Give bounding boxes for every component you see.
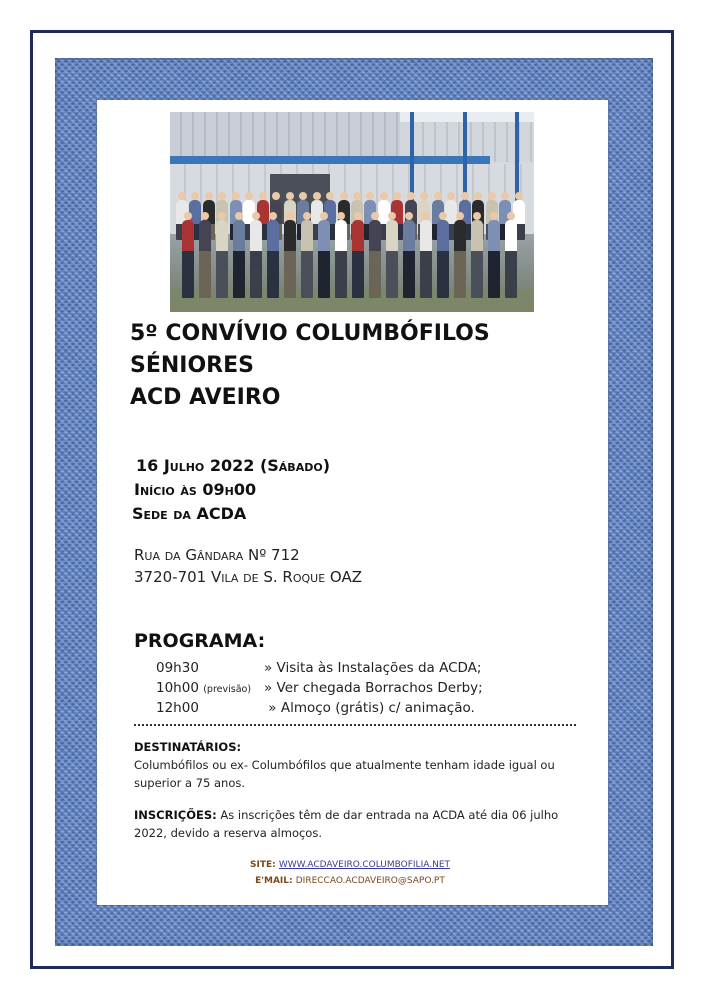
contacts-footer	[180, 857, 520, 889]
person-head	[286, 192, 294, 200]
site-label: SITE:	[249, 860, 279, 870]
person-figure	[318, 220, 330, 298]
person-figure	[437, 220, 449, 298]
recipients-text: Columbófilos ou ex- Columbófilos que atualmente tenham idade igual ou superior a 75 anos.	[134, 758, 555, 790]
person-figure	[301, 220, 313, 298]
registration-text: As inscrições têm de dar entrada na ACDA até dia 06 julho 2022, devido a reserva almoços.	[134, 808, 559, 840]
program-item	[156, 700, 475, 716]
site-link[interactable]: WWW.ACDAVEIRO.COLUMBOFILIA.NET	[278, 860, 450, 870]
person-head	[286, 212, 294, 220]
person-head	[218, 212, 226, 220]
program-note: (previsão)	[203, 684, 252, 695]
person-head	[507, 212, 515, 220]
person-head	[326, 192, 334, 200]
person-figure	[420, 220, 432, 298]
person-head	[178, 192, 186, 200]
person-head	[490, 212, 498, 220]
person-head	[269, 212, 277, 220]
person-figure	[403, 220, 415, 298]
person-figure	[216, 220, 228, 298]
person-head	[388, 212, 396, 220]
person-head	[461, 192, 469, 200]
person-head	[501, 192, 509, 200]
title-line: ACD AVEIRO	[130, 385, 281, 410]
event-details	[132, 454, 532, 526]
person-head	[488, 192, 496, 200]
person-figure	[335, 220, 347, 298]
event-start: Início às 09h00	[134, 480, 257, 499]
photo-roof	[170, 112, 400, 158]
title-line: 5º CONVÍVIO COLUMBÓFILOS	[130, 321, 490, 346]
program-desc: » Ver chegada Borrachos Derby;	[264, 680, 483, 696]
person-head	[405, 212, 413, 220]
person-head	[380, 192, 388, 200]
person-head	[303, 212, 311, 220]
poster-title	[130, 318, 570, 414]
person-head	[252, 212, 260, 220]
person-head	[354, 212, 362, 220]
person-head	[313, 192, 321, 200]
person-figure	[199, 220, 211, 298]
person-head	[184, 212, 192, 220]
person-head	[320, 212, 328, 220]
person-head	[439, 212, 447, 220]
person-figure	[471, 220, 483, 298]
person-head	[456, 212, 464, 220]
recipients-block	[134, 738, 574, 792]
event-address	[134, 544, 534, 588]
person-head	[371, 212, 379, 220]
photo-eave	[170, 156, 490, 164]
program-time: 12h00	[156, 700, 199, 716]
person-head	[353, 192, 361, 200]
person-figure	[233, 220, 245, 298]
person-figure	[182, 220, 194, 298]
person-figure	[488, 220, 500, 298]
person-head	[205, 192, 213, 200]
person-head	[337, 212, 345, 220]
program-time: 10h00	[156, 680, 199, 696]
person-figure	[267, 220, 279, 298]
person-figure	[386, 220, 398, 298]
person-head	[235, 212, 243, 220]
registration-label: INSCRIÇÕES:	[134, 808, 217, 822]
email-link[interactable]: DIRECCAO.ACDAVEIRO@SAPO.PT	[295, 876, 445, 886]
person-head	[515, 192, 523, 200]
person-figure	[352, 220, 364, 298]
person-head	[473, 212, 481, 220]
person-head	[434, 192, 442, 200]
recipients-label: DESTINATÁRIOS:	[134, 740, 242, 754]
dotted-divider	[134, 724, 576, 726]
person-head	[407, 192, 415, 200]
address-street: Rua da Gândara Nº 712	[134, 546, 300, 564]
person-figure	[284, 220, 296, 298]
title-line: SÉNIORES	[130, 353, 254, 378]
person-head	[232, 192, 240, 200]
program-time: 09h30	[156, 660, 199, 676]
person-figure	[454, 220, 466, 298]
event-date: 16 Julho 2022 (Sábado)	[136, 456, 331, 475]
person-head	[340, 192, 348, 200]
registration-block	[134, 806, 574, 842]
event-venue: Sede da ACDA	[132, 504, 247, 523]
group-photo	[170, 112, 534, 312]
person-head	[201, 212, 209, 220]
program-desc: » Visita às Instalações da ACDA;	[264, 660, 482, 676]
email-label: E'MAIL:	[255, 876, 296, 886]
person-head	[259, 192, 267, 200]
address-city: 3720-701 Vila de S. Roque OAZ	[134, 568, 362, 586]
person-figure	[369, 220, 381, 298]
program-desc: » Almoço (grátis) c/ animação.	[264, 700, 475, 716]
program-heading: PROGRAMA:	[134, 630, 266, 652]
person-figure	[250, 220, 262, 298]
program-item	[156, 660, 481, 676]
program-item	[156, 680, 483, 696]
person-figure	[505, 220, 517, 298]
person-head	[422, 212, 430, 220]
